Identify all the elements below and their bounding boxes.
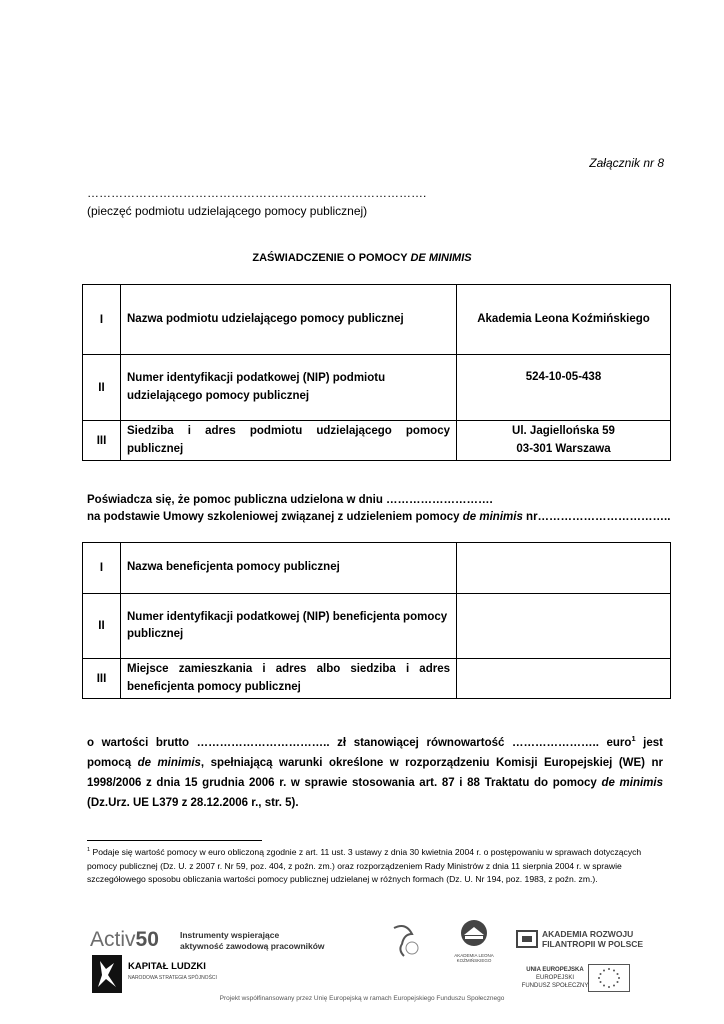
statement-part-3: , spełniającą warunki określone w rozporządzeniu Komisji Europejskiej (WE) nr 1998/2006 z dnia 15 grudnia 2006 r. w sprawie stosowania art. 87 i 88 Traktatu do pomocy <box>87 757 663 789</box>
address-line-2: 03-301 Warszawa <box>516 442 611 455</box>
activ50-tagline: Instrumenty wspierające aktywność zawodową pracowników <box>180 930 325 951</box>
grantor-table <box>82 284 671 461</box>
row-number: II <box>83 594 121 659</box>
row-label: Miejsce zamieszkania i adres albo siedziba i adres beneficjenta pomocy publicznej <box>121 659 457 699</box>
table-row <box>83 285 671 355</box>
row-number: III <box>83 659 121 699</box>
certify-line-1: Poświadcza się, że pomoc publiczna udzielona w dniu ………………………. <box>87 494 493 506</box>
annex-number: Załącznik nr 8 <box>589 156 664 170</box>
row-label: Siedziba i adres podmiotu udzielającego pomocy publicznej <box>121 421 457 461</box>
bird-icon <box>386 920 426 960</box>
table-row <box>83 355 671 421</box>
row-label: Numer identyfikacji podatkowej (NIP) beneficjenta pomocy publicznej <box>121 594 457 659</box>
table-row <box>83 421 671 461</box>
stamp-dotted-line: …………………………………………………………………………. <box>87 186 427 200</box>
row-label: Nazwa beneficjenta pomocy publicznej <box>121 543 457 594</box>
row-number: III <box>83 421 121 461</box>
certify-line-2-post: nr…………………………….. <box>522 511 671 523</box>
footnote <box>87 846 647 887</box>
row-value: 524-10-05-438 <box>457 355 671 421</box>
certify-emphasis: de minimis <box>462 511 523 523</box>
row-value: Akademia Leona Koźmińskiego <box>457 285 671 355</box>
certification-text <box>87 492 670 526</box>
address-line-1: Ul. Jagiellońska 59 <box>512 425 615 438</box>
eu-logo: UNIA EUROPEJSKA EUROPEJSKI FUNDUSZ SPOŁECZNY <box>516 964 676 994</box>
title-prefix: ZAŚWIADCZENIE O POMOCY <box>252 252 411 264</box>
certify-line-2-pre: na podstawie Umowy szkoleniowej związanej z udzieleniem pomocy <box>87 511 463 523</box>
value-statement <box>87 733 663 813</box>
statement-emphasis: de minimis <box>137 757 201 769</box>
alk-logo: AKADEMIA LEONA KOŹMIŃSKIEGO <box>444 918 504 963</box>
footnote-mark: 1 <box>87 847 91 854</box>
stamp-label: (pieczęć podmiotu udzielającego pomocy publicznej) <box>87 204 368 218</box>
project-cofinancing-note: Projekt współfinansowany przez Unię Europejską w ramach Europejskiego Funduszu Społecznego <box>219 995 505 1002</box>
row-number: I <box>83 285 121 355</box>
activ50-wordmark: Activ50 <box>90 928 159 951</box>
row-value-empty[interactable] <box>457 594 671 659</box>
row-value-empty[interactable] <box>457 659 671 699</box>
table-row <box>83 543 671 594</box>
row-number: I <box>83 543 121 594</box>
kapital-ludzki-icon <box>92 955 122 993</box>
row-label: Numer identyfikacji podatkowej (NIP) podmiotu udzielającego pomocy publicznej <box>121 355 457 421</box>
beneficiary-table <box>82 542 671 699</box>
footnote-text: Podaje się wartość pomocy w euro obliczoną zgodnie z art. 11 ust. 3 ustawy z dnia 30 kwietnia 2004 r. o postępowaniu w sprawach dotyczących pomocy publicznej (Dz. U. z 2007 r. Nr 59, poz. 404, z poźn. zm.) oraz rozporządzeniem Rady Ministrów z dnia 11 sierpnia 2004 r. w sprawie szczegółowego sposobu obliczania wartości pomocy publicznej udzielanej w różnych formach (Dz. U. Nr 194, poz. 1983, z poźn. zm.). <box>87 847 642 884</box>
afr-icon <box>516 928 538 950</box>
statement-emphasis: de minimis <box>601 777 664 789</box>
footnote-ref: 1 <box>631 734 636 744</box>
row-label: Nazwa podmiotu udzielającego pomocy publicznej <box>121 285 457 355</box>
row-value <box>457 421 671 461</box>
statement-part-2: jest pomocą <box>87 737 664 769</box>
title-emphasis: DE MINIMIS <box>410 252 472 264</box>
row-value-empty[interactable] <box>457 543 671 594</box>
table-row <box>83 659 671 699</box>
alk-emblem-icon <box>454 918 494 948</box>
certify-line-2 <box>87 509 670 526</box>
kapital-ludzki-logo: KAPITAŁ LUDZKI NARODOWA STRATEGIA SPÓJNOŚCI <box>92 955 292 995</box>
statement-part-4: (Dz.Urz. UE L379 z 28.12.2006 r., str. 5). <box>87 797 299 809</box>
statement-part-1: o wartości brutto …………………………….. zł stanowiącej równowartość ………………….. euro <box>87 737 632 749</box>
document-title <box>0 252 724 264</box>
row-number: II <box>83 355 121 421</box>
table-row <box>83 594 671 659</box>
footnote-separator <box>87 840 262 841</box>
eu-flag-icon <box>588 964 630 992</box>
